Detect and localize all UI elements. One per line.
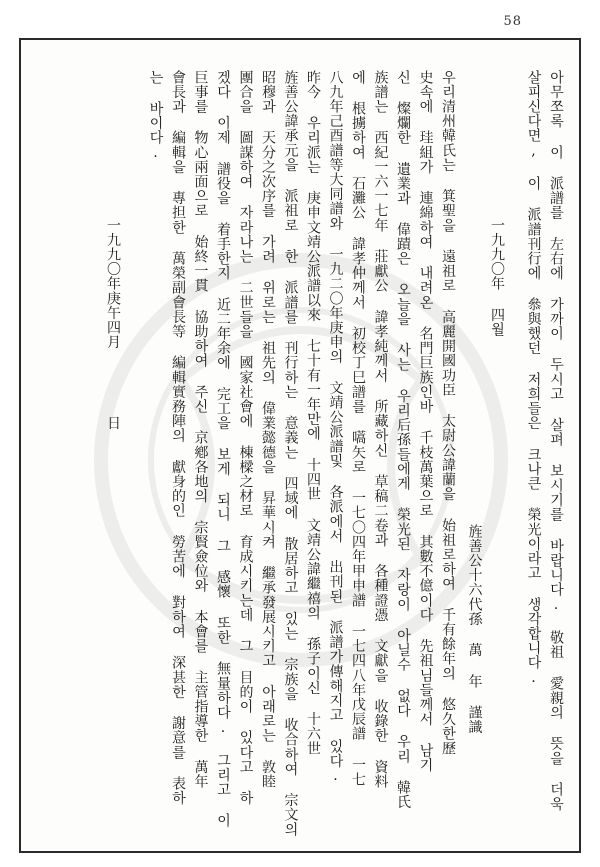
intro-line-2: 살피신다면, 이 派譜刊行에 叅與했던 저희들은 크나큰 榮光이라고 생각합니다. (525, 70, 542, 687)
body-line-7: 昨今 우리派는 庚申文靖公派譜以來 七十有一年만에 十四世 文靖公諱繼禧의 孫子이신 十六世 (305, 70, 321, 756)
spacer (508, 70, 522, 831)
spacer (124, 70, 144, 831)
body-line-1: 우리清州韓氏는 箕聖을 遠祖로 高麗開國功臣 太尉公諱蘭을 始祖로하여 千有餘年의 悠久한歷 (440, 70, 456, 756)
body-line-3: 신 燦爛한 遺業과 偉蹟은 오늘을 사는 우리后孫들에게 榮光된 자랑이 아닐수 없다 우리 韓氏 (395, 70, 411, 810)
first-signature: 旌善公十六代孫 萬 年 謹識 (466, 524, 483, 735)
document-frame (19, 38, 581, 853)
intro-line-1: 아무쪼록 이 派譜를 左右에 가까이 두시고 살펴 보시기를 바랍니다. 敬祖 愛親의 뜻을 더욱 (548, 70, 564, 812)
body-line-2: 史속에 珪組가 連綿하여 내려온 名門巨族인바 千枝萬葉으로 其數不億이다 先祖님들께서 남기 (417, 70, 434, 773)
body-line-4: 族譜는 西紀一六一七年 莊獻公 諱孝純께서 所藏하신 草稿二卷과 各種證憑 文獻을 收錄한 資料 (372, 70, 389, 789)
second-date: 一九九〇年庚午四月 日 (105, 218, 121, 431)
body-line-10: 團合을 圖謀하여 자라나는 二世들을 國家社會에 棟樑之材로 育成시키는데 그 目的이 있다고 하 (237, 70, 254, 806)
body-line-11: 겠다 이제 譜役을 着手한지 近二年余에 完工을 보게 되니 그 感懷 또한 無量하다. 그리고 이 (215, 70, 231, 828)
body-line-12: 巨事를 物心兩面으로 始終一貫 協助하여 주신 京鄕各地의 宗賢僉位와 本會를 主管指導한 萬年 (192, 70, 209, 789)
body-line-6: 八九年己酉譜等大同譜와 一九二〇年庚申의 文靖公派譜및 各派에서 出刊된 派譜가傳해지고 있다. (327, 70, 344, 785)
spacer (19, 70, 102, 831)
body-line-9: 昭穆과 天分之次序를 가려 위로는 祖先의 偉業懿德을 昇華시켜 繼承發展시키고 아래로는 敦睦 (260, 70, 276, 789)
vertical-text-block (33, 70, 567, 837)
first-date: 一九九〇年 四월 (489, 218, 505, 337)
body-line-5: 에 根擄하여 石灘公 諱孝仲께서 初校丁巳譜를 嚆矢로 一七〇四年甲申譜 一七四八年戊辰譜 一七 (350, 70, 366, 787)
body-line-14: 는 바이다. (147, 70, 164, 162)
body-line-13: 會長과 編輯을 專担한 萬榮副會長等 編輯實務陣의 獻身的인 勞苦에 對하여 深甚한 謝意를 表하 (170, 70, 186, 806)
page-number: 58 (503, 14, 522, 29)
body-line-8: 旌善公諱承元을 派祖로 한 派譜를 刊行하는 意義는 四域에 散居하고 있는 宗族을 收合하여 宗文의 (282, 70, 299, 837)
